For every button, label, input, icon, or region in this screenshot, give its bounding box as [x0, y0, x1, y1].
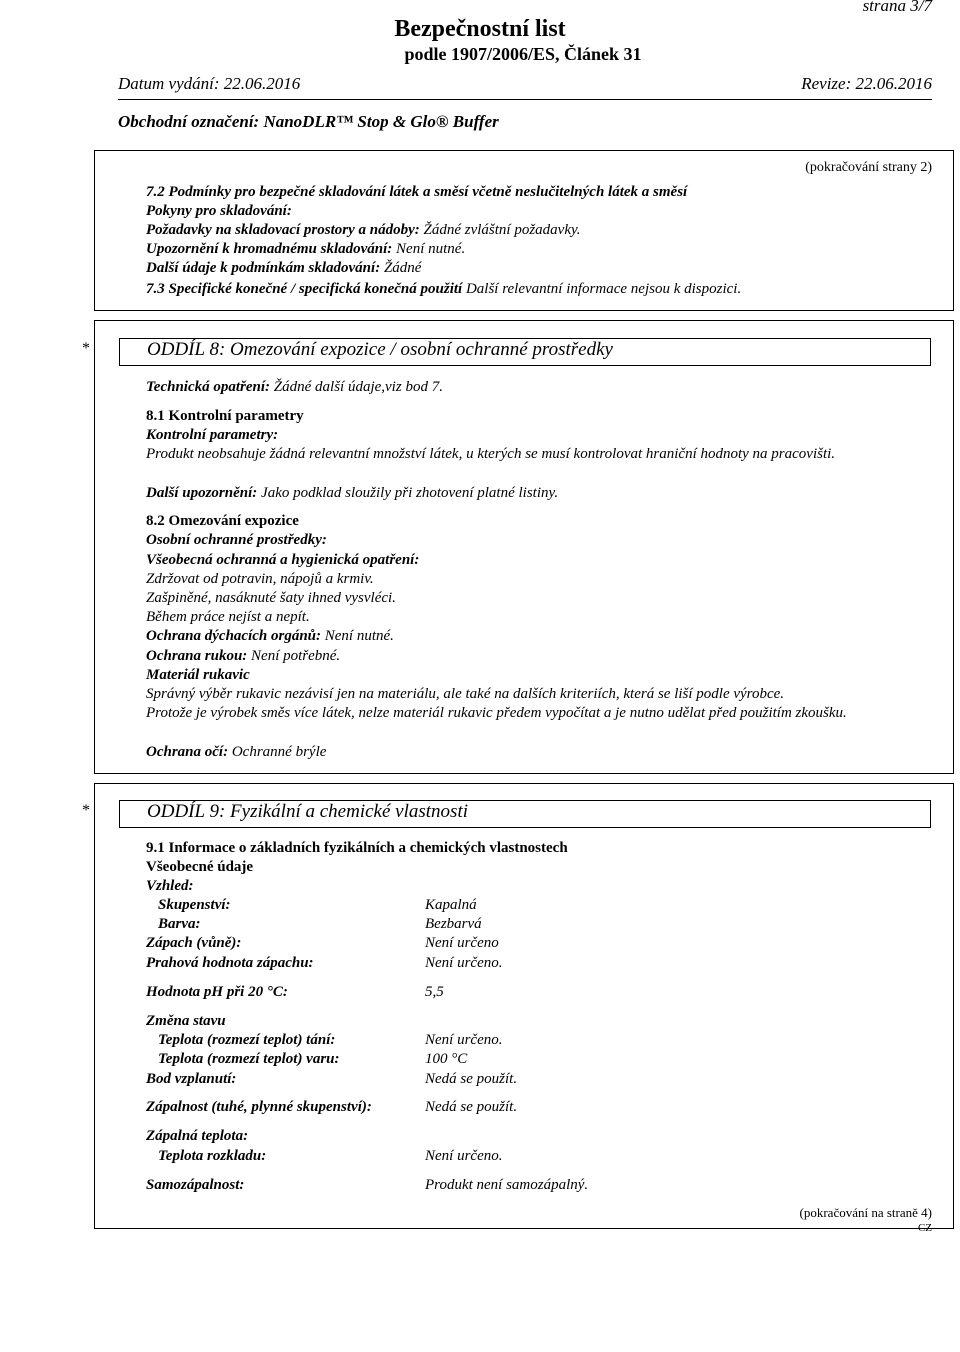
- property-label: Teplota (rozmezí teplot) varu:: [158, 1051, 340, 1067]
- section8-title: ODDÍL 8: Omezování expozice / osobní ochranné prostředky: [147, 339, 613, 360]
- trade-name: Obchodní označení: NanoDLR™ Stop & Glo® Buffer: [118, 112, 499, 131]
- property-value: 5,5: [425, 984, 444, 1000]
- heading-7-2: 7.2 Podmínky pro bezpečné skladování látek a směsí včetně neslučitelných látek a směsí: [146, 184, 688, 200]
- technical-measures: [146, 378, 443, 397]
- general-data: Všeobecné údaje: [146, 859, 254, 875]
- bulk-storage: [146, 240, 465, 259]
- respiratory-protection-label: Ochrana dýchacích orgánů:: [146, 628, 322, 644]
- storage-requirements: [146, 221, 581, 240]
- change-marker: *: [82, 340, 90, 357]
- property-value: Není určeno.: [425, 955, 503, 971]
- property-label: Zápalnost (tuhé, plynné skupenství):: [146, 1099, 372, 1115]
- property-value: Kapalná: [425, 897, 477, 913]
- language-code: CZ: [917, 1222, 932, 1234]
- glove-material-2: Protože je výrobek směs více látek, nelze materiál rukavic předem vypočítat a je nutno udělat před použitím zkoušku.: [146, 705, 847, 721]
- section9-frame-bottom: [94, 1228, 954, 1229]
- document-title: Bezpečnostní list: [394, 16, 566, 42]
- respiratory-protection: [146, 627, 394, 646]
- property-label: Zápach (vůně):: [146, 935, 242, 951]
- bulk-storage-value: Není nutné.: [392, 241, 466, 257]
- heading-7-3-value: Další relevantní informace nejsou k dispozici.: [462, 281, 742, 297]
- storage-requirements-value: Žádné zvláštní požadavky.: [419, 222, 581, 238]
- property-label: Hodnota pH při 20 °C:: [146, 984, 288, 1000]
- continuation-from: (pokračování strany 2): [805, 160, 932, 175]
- bulk-storage-label: Upozornění k hromadnému skladování:: [146, 241, 393, 257]
- property-label: Teplota (rozmezí teplot) tání:: [158, 1032, 336, 1048]
- eye-protection-value: Ochranné brýle: [228, 744, 327, 760]
- appearance: Vzhled:: [146, 878, 194, 894]
- storage-conditions: [146, 259, 421, 278]
- property-label: Zápalná teplota:: [146, 1128, 249, 1144]
- ppe: Osobní ochranné prostředky:: [146, 532, 327, 548]
- control-parameters: Kontrolní parametry:: [146, 427, 279, 443]
- document-subtitle: podle 1907/2006/ES, Článek 31: [404, 44, 642, 64]
- heading-7-3: [146, 280, 741, 299]
- glove-material: Materiál rukavic: [146, 667, 250, 683]
- hygiene-line-1: Zdržovat od potravin, nápojů a krmiv.: [146, 571, 374, 587]
- hand-protection-value: Není potřebné.: [247, 648, 341, 664]
- storage-instructions: Pokyny pro skladování:: [146, 203, 292, 219]
- property-label: Skupenství:: [158, 897, 231, 913]
- section8-frame-bottom: [94, 773, 954, 774]
- property-value: Nedá se použít.: [425, 1071, 518, 1087]
- section9-title: ODDÍL 9: Fyzikální a chemické vlastnosti: [147, 801, 468, 822]
- property-value: 100 °C: [425, 1051, 468, 1067]
- storage-requirements-label: Požadavky na skladovací prostory a nádoby:: [146, 222, 420, 238]
- property-label: Teplota rozkladu:: [158, 1148, 267, 1164]
- property-value: Není určeno: [425, 935, 499, 951]
- eye-protection-label: Ochrana očí:: [146, 744, 229, 760]
- respiratory-protection-value: Není nutné.: [321, 628, 394, 644]
- property-value: Bezbarvá: [425, 916, 482, 932]
- issue-date: Datum vydání: 22.06.2016: [118, 74, 301, 93]
- glove-material-1: Správný výběr rukavic nezávisí jen na materiálu, ale také na dalších kriteriích, která se liší podle výrobce.: [146, 686, 785, 702]
- property-label: Samozápalnost:: [146, 1177, 245, 1193]
- additional-notes-value: Jako podklad sloužily při zhotovení platné listiny.: [257, 485, 559, 501]
- hand-protection: [146, 647, 340, 666]
- property-value: Produkt není samozápalný.: [425, 1177, 589, 1193]
- heading-9-1: 9.1 Informace o základních fyzikálních a chemických vlastnostech: [146, 840, 568, 856]
- page-number: strana 3/7: [862, 0, 932, 15]
- heading-7-3-label: 7.3 Specifické konečné / specifická konečná použití: [146, 281, 463, 297]
- property-label: Prahová hodnota zápachu:: [146, 955, 314, 971]
- property-value: Není určeno.: [425, 1032, 503, 1048]
- revision-date: Revize: 22.06.2016: [801, 74, 932, 93]
- property-value: Není určeno.: [425, 1148, 503, 1164]
- general-hygiene: Všeobecná ochranná a hygienická opatření:: [146, 552, 420, 568]
- hygiene-line-2: Zašpiněné, nasáknuté šaty ihned vysvléci.: [146, 590, 396, 606]
- property-label: Bod vzplanutí:: [146, 1071, 237, 1087]
- additional-notes-label: Další upozornění:: [146, 485, 258, 501]
- hand-protection-label: Ochrana rukou:: [146, 648, 248, 664]
- heading-8-1: 8.1 Kontrolní parametry: [146, 408, 304, 424]
- technical-measures-label: Technická opatření:: [146, 379, 271, 395]
- technical-measures-value: Žádné další údaje,viz bod 7.: [270, 379, 443, 395]
- change-marker: *: [82, 802, 90, 819]
- eye-protection: [146, 743, 326, 762]
- storage-conditions-value: Žádné: [380, 260, 422, 276]
- storage-conditions-label: Další údaje k podmínkám skladování:: [146, 260, 381, 276]
- additional-notes: [146, 484, 558, 503]
- header-rule: [118, 99, 932, 100]
- property-value: Nedá se použít.: [425, 1099, 518, 1115]
- property-label: Změna stavu: [146, 1013, 226, 1029]
- heading-8-2: 8.2 Omezování expozice: [146, 513, 299, 529]
- continuation-to: (pokračování na straně 4): [799, 1205, 932, 1220]
- section7-frame-bottom: [94, 310, 954, 311]
- property-label: Barva:: [158, 916, 201, 932]
- hygiene-line-3: Během práce nejíst a nepít.: [146, 609, 310, 625]
- control-parameters-text: Produkt neobsahuje žádná relevantní množství látek, u kterých se musí kontrolovat hraniční hodnoty na pracovišti.: [146, 446, 836, 462]
